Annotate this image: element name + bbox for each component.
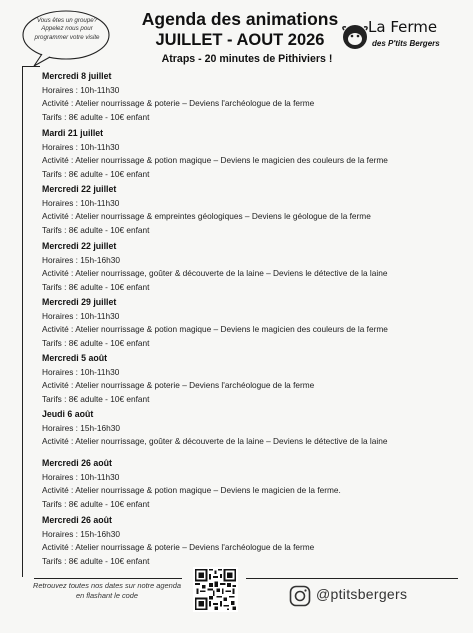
divider — [34, 578, 182, 579]
event-item — [42, 514, 462, 568]
event-date: Mercredi 26 août — [42, 458, 112, 468]
event-activity: Activité : Atelier nourrissage, goûter & découverte de la laine – Deviens le détective de la laine — [42, 268, 388, 279]
instagram-handle[interactable]: @ptitsbergers — [316, 586, 408, 602]
event-activity: Activité : Atelier nourrissage & potion magique – Deviens le magicien des couleurs de la ferme — [42, 155, 388, 166]
farm-logo — [338, 14, 458, 66]
sheep-icon — [340, 22, 370, 52]
event-item — [42, 70, 462, 124]
divider — [22, 66, 40, 67]
event-date: Mercredi 22 juillet — [42, 184, 117, 194]
event-activity: Activité : Atelier nourrissage & empreintes géologiques – Deviens le géologue de la ferme — [42, 211, 371, 222]
event-hours: Horaires : 10h-11h30 — [42, 366, 120, 377]
instagram-icon[interactable] — [289, 585, 311, 607]
logo-subtitle: des P'tits Bergers — [372, 39, 440, 48]
page-subtitle: JUILLET - AOUT 2026 — [155, 31, 325, 49]
event-activity: Activité : Atelier nourrissage, goûter & découverte de la laine – Deviens le détective de la laine — [42, 436, 388, 447]
event-hours: Horaires : 10h-11h30 — [42, 471, 120, 482]
event-date: Mercredi 29 juillet — [42, 297, 117, 307]
event-activity: Activité : Atelier nourrissage & potion magique – Deviens le magicien des couleurs de la ferme — [42, 324, 388, 335]
event-item — [42, 127, 462, 181]
divider — [22, 67, 23, 577]
event-date: Mercredi 5 août — [42, 353, 108, 363]
speech-bubble — [20, 8, 112, 68]
event-date: Jeudi 6 août — [42, 409, 94, 419]
divider — [246, 578, 458, 579]
event-activity: Activité : Atelier nourrissage & poterie – Deviens l'archéologue de la ferme — [42, 542, 315, 553]
page-tagline: Atraps - 20 minutes de Pithiviers ! — [161, 53, 333, 65]
event-price: Tarifs : 8€ adulte - 10€ enfant — [42, 168, 150, 179]
bubble-text: Vous êtes un groupe? Appelez nous pour programmer votre visite — [34, 17, 100, 41]
event-price: Tarifs : 8€ adulte - 10€ enfant — [42, 337, 150, 348]
event-hours: Horaires : 10h-11h30 — [42, 197, 120, 208]
event-hours: Horaires : 15h-16h30 — [42, 422, 120, 433]
event-activity: Activité : Atelier nourrissage & poterie – Deviens l'archéologue de la ferme — [42, 380, 315, 391]
footer-text: Retrouvez toutes nos dates sur notre agenda en flashant le code — [33, 581, 181, 600]
event-hours: Horaires : 10h-11h30 — [42, 84, 120, 95]
event-price: Tarifs : 8€ adulte - 10€ enfant — [42, 111, 150, 122]
event-activity: Activité : Atelier nourrissage & potion magique – Deviens le magicien de la ferme. — [42, 485, 341, 496]
event-item — [42, 352, 462, 406]
logo-name: La Ferme — [368, 18, 438, 36]
event-item — [42, 240, 462, 294]
event-hours: Horaires : 10h-11h30 — [42, 310, 120, 321]
event-hours: Horaires : 15h-16h30 — [42, 254, 120, 265]
event-date: Mercredi 26 août — [42, 515, 112, 525]
event-item — [42, 457, 462, 511]
event-date: Mardi 21 juillet — [42, 128, 104, 138]
event-price: Tarifs : 8€ adulte - 10€ enfant — [42, 498, 150, 509]
event-hours: Horaires : 10h-11h30 — [42, 141, 120, 152]
event-date: Mercredi 8 juillet — [42, 71, 112, 81]
event-date: Mercredi 22 juillet — [42, 241, 117, 251]
event-hours: Horaires : 15h-16h30 — [42, 528, 120, 539]
event-item — [42, 408, 462, 449]
event-item — [42, 183, 462, 237]
qr-code[interactable] — [193, 567, 238, 612]
event-price: Tarifs : 8€ adulte - 10€ enfant — [42, 555, 150, 566]
event-item — [42, 296, 462, 350]
event-activity: Activité : Atelier nourrissage & poterie – Deviens l'archéologue de la ferme — [42, 98, 315, 109]
event-price: Tarifs : 8€ adulte - 10€ enfant — [42, 393, 150, 404]
page-title: Agenda des animations — [141, 9, 339, 29]
event-price: Tarifs : 8€ adulte - 10€ enfant — [42, 281, 150, 292]
event-price: Tarifs : 8€ adulte - 10€ enfant — [42, 224, 150, 235]
